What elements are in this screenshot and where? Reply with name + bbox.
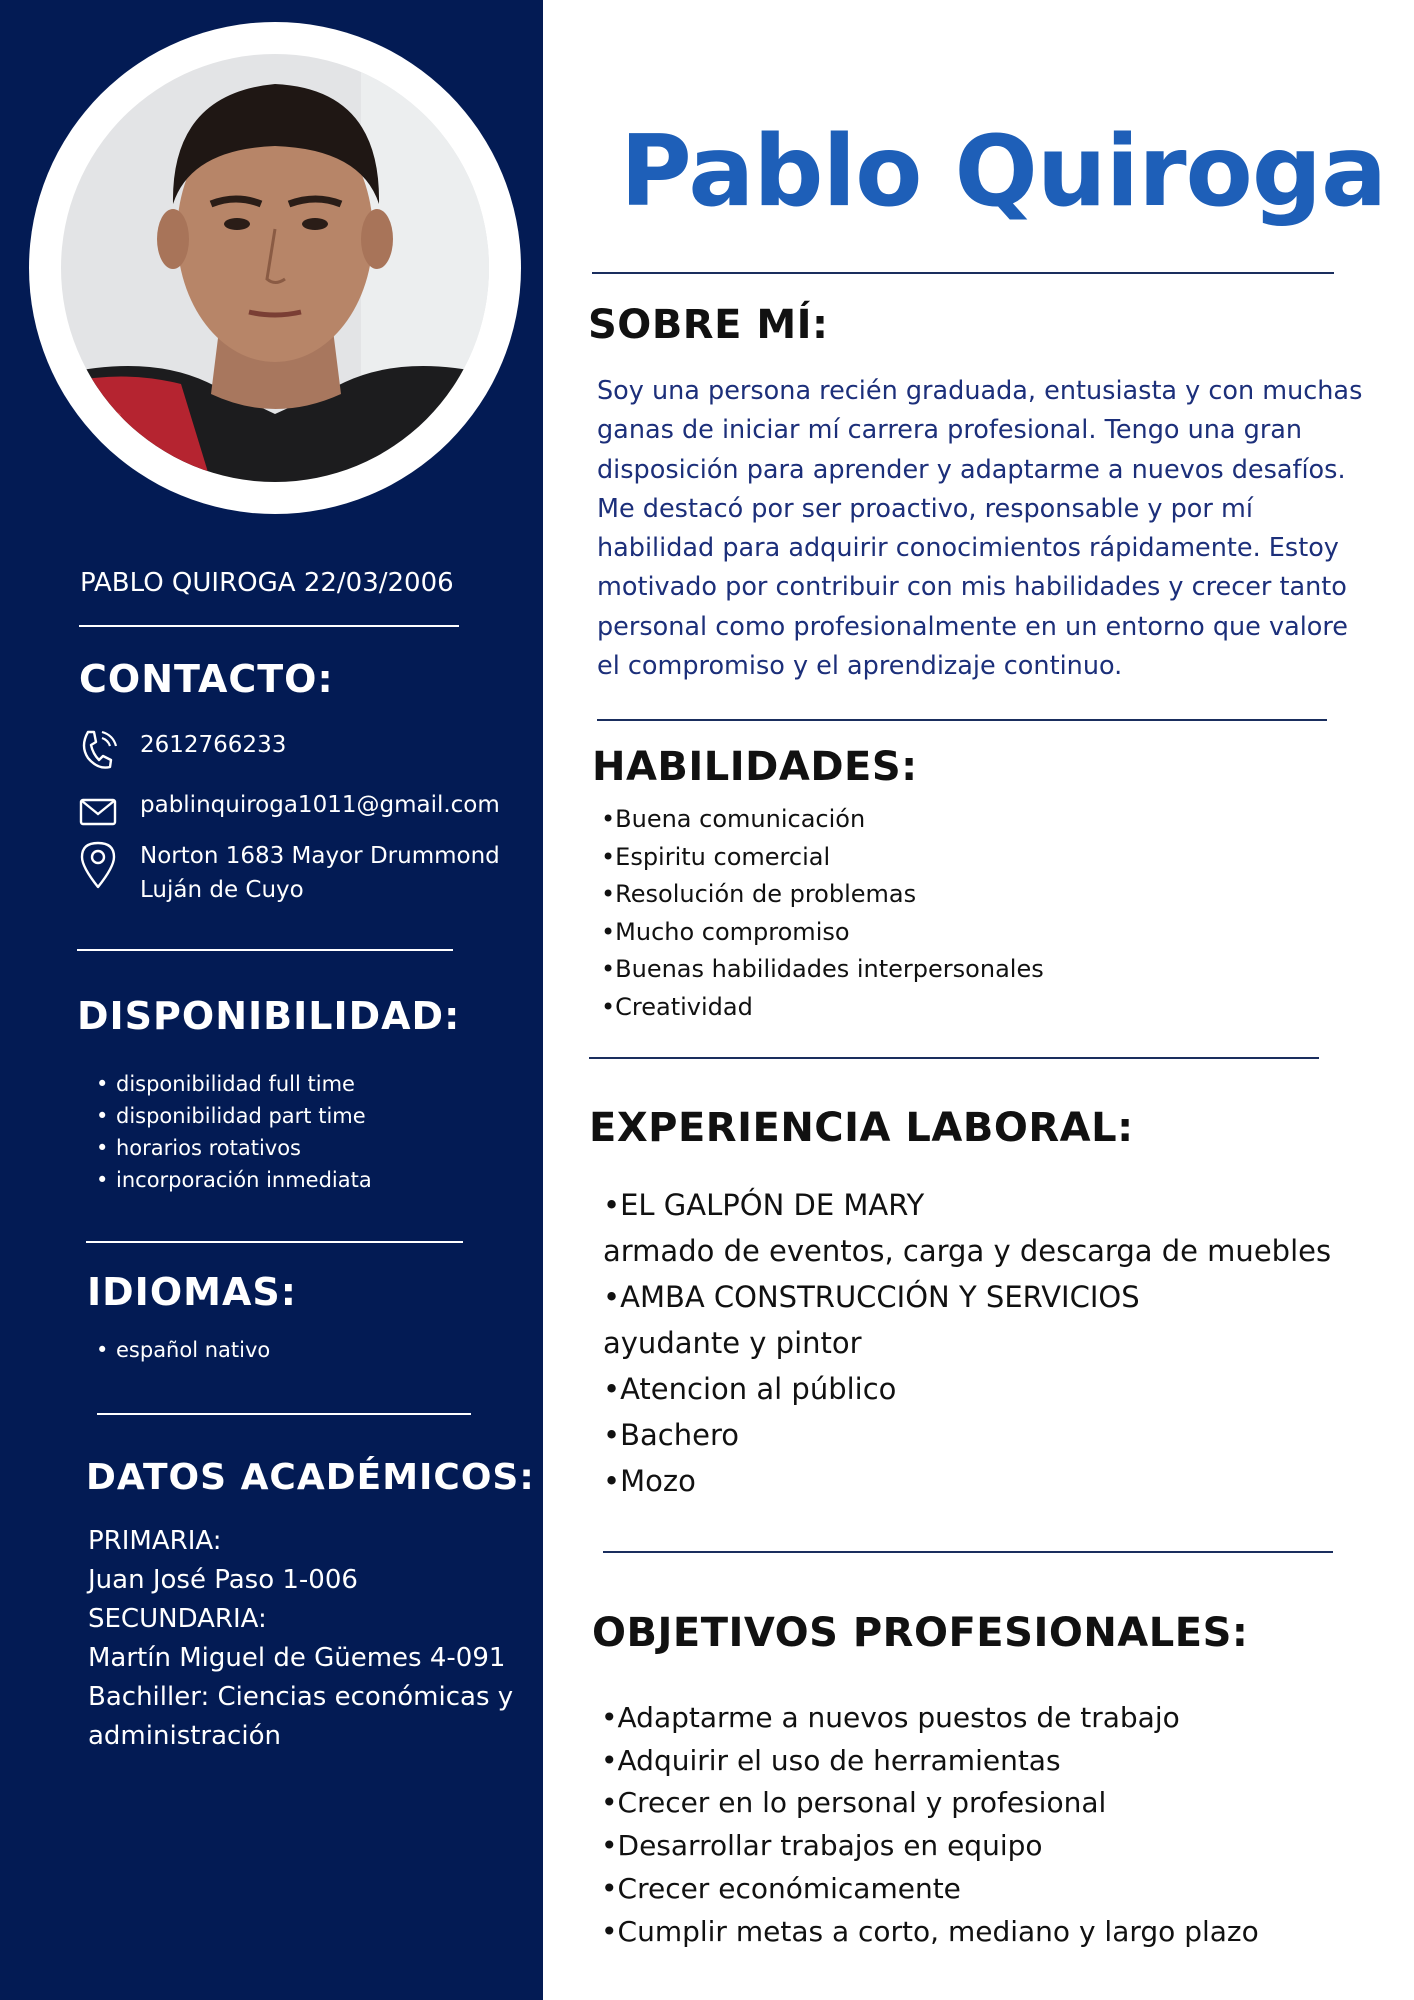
- list-item: •AMBA CONSTRUCCIÓN Y SERVICIOS: [603, 1280, 1140, 1314]
- list-item: •Bachero: [603, 1418, 739, 1452]
- goals-list: [601, 1697, 1259, 1953]
- sidebar: [0, 0, 543, 2000]
- list-item: •Adaptarme a nuevos puestos de trabajo: [601, 1701, 1180, 1734]
- divider: [592, 272, 1334, 274]
- divider: [97, 1413, 471, 1415]
- divider: [603, 1551, 1333, 1553]
- list-item: • disponibilidad part time: [96, 1100, 372, 1132]
- divider: [589, 1057, 1319, 1059]
- availability-heading: DISPONIBILIDAD:: [77, 994, 461, 1038]
- first-name: Pablo: [620, 115, 922, 229]
- name-date-line: PABLO QUIROGA 22/03/2006: [80, 568, 454, 598]
- list-item: •Espiritu comercial: [601, 842, 831, 871]
- academic-line: Juan José Paso 1-006: [88, 1565, 358, 1595]
- languages-heading: IDIOMAS:: [87, 1270, 297, 1314]
- academic-line: administración: [88, 1721, 281, 1751]
- goals-heading: OBJETIVOS PROFESIONALES:: [592, 1610, 1249, 1656]
- about-heading: SOBRE MÍ:: [588, 302, 829, 348]
- contact-address-line1: Norton 1683 Mayor Drummond: [140, 843, 500, 869]
- academic-line: PRIMARIA:: [88, 1526, 222, 1556]
- list-item: armado de eventos, carga y descarga de muebles: [603, 1234, 1332, 1268]
- list-item: •Crecer económicamente: [601, 1871, 961, 1905]
- academic-line: Martín Miguel de Güemes 4-091: [88, 1643, 506, 1673]
- contact-address-row: [78, 839, 500, 907]
- list-item: •Buena comunicación: [601, 805, 866, 833]
- list-item: •Cumplir metas a corto, mediano y largo plazo: [601, 1914, 1259, 1948]
- list-item: • español nativo: [96, 1334, 270, 1366]
- about-text: Soy una persona recién graduada, entusiasta y con muchas ganas de iniciar mí carrera profesional. Tengo una gran disposición para aprender y adaptarme a nuevos desafíos. Me destacó por ser proactivo, responsable y por mí habilidad para adquirir conocimientos rápidamente. Estoy motivado por contribuir con mis habilidades y crecer tanto personal como profesionalmente en un entorno que valore el compromiso y el aprendizaje continuo.: [597, 376, 1363, 682]
- list-item: • disponibilidad full time: [96, 1068, 372, 1100]
- page-title: [620, 115, 1386, 229]
- profile-photo-frame: [29, 22, 521, 514]
- divider: [77, 949, 453, 951]
- list-item: •Desarrollar trabajos en equipo: [601, 1829, 1043, 1863]
- academic-line: SECUNDARIA:: [88, 1604, 267, 1634]
- list-item: • incorporación inmediata: [96, 1164, 372, 1196]
- list-item: •Atencion al público: [603, 1372, 897, 1406]
- list-item: •Resolución de problemas: [601, 880, 917, 908]
- academic-heading: DATOS ACADÉMICOS:: [86, 1457, 535, 1498]
- list-item: •Mucho compromiso: [601, 917, 850, 946]
- profile-photo: [61, 54, 489, 482]
- list-item: •Mozo: [603, 1464, 696, 1498]
- academic-line: Bachiller: Ciencias económicas y: [88, 1682, 514, 1712]
- contact-address-line2: Luján de Cuyo: [140, 877, 304, 903]
- contact-heading: CONTACTO:: [79, 657, 334, 701]
- contact-phone-row: [78, 728, 286, 772]
- contact-email-row: [78, 788, 500, 832]
- list-item: ayudante y pintor: [603, 1326, 862, 1360]
- list-item: • horarios rotativos: [96, 1132, 372, 1164]
- list-item: •Crecer en lo personal y profesional: [601, 1786, 1107, 1820]
- contact-email[interactable]: pablinquiroga1011@gmail.com: [140, 792, 500, 818]
- availability-list: [96, 1068, 372, 1196]
- list-item: •Adquirir el uso de herramientas: [601, 1743, 1061, 1777]
- phone-icon: [78, 728, 118, 772]
- location-pin-icon: [78, 839, 118, 891]
- divider: [86, 1241, 463, 1243]
- list-item: •Creatividad: [601, 992, 753, 1021]
- divider: [597, 719, 1327, 721]
- last-name: Quiroga: [954, 115, 1387, 229]
- list-item: •EL GALPÓN DE MARY: [603, 1188, 925, 1222]
- skills-heading: HABILIDADES:: [592, 744, 918, 790]
- languages-list: [96, 1334, 270, 1366]
- email-icon: [78, 788, 118, 832]
- skills-list: [601, 801, 1044, 1026]
- divider: [79, 625, 459, 627]
- experience-list: [603, 1182, 1331, 1504]
- academic-details: [88, 1522, 513, 1756]
- list-item: •Buenas habilidades interpersonales: [601, 955, 1044, 983]
- experience-heading: EXPERIENCIA LABORAL:: [589, 1105, 1134, 1151]
- contact-phone: 2612766233: [140, 732, 287, 758]
